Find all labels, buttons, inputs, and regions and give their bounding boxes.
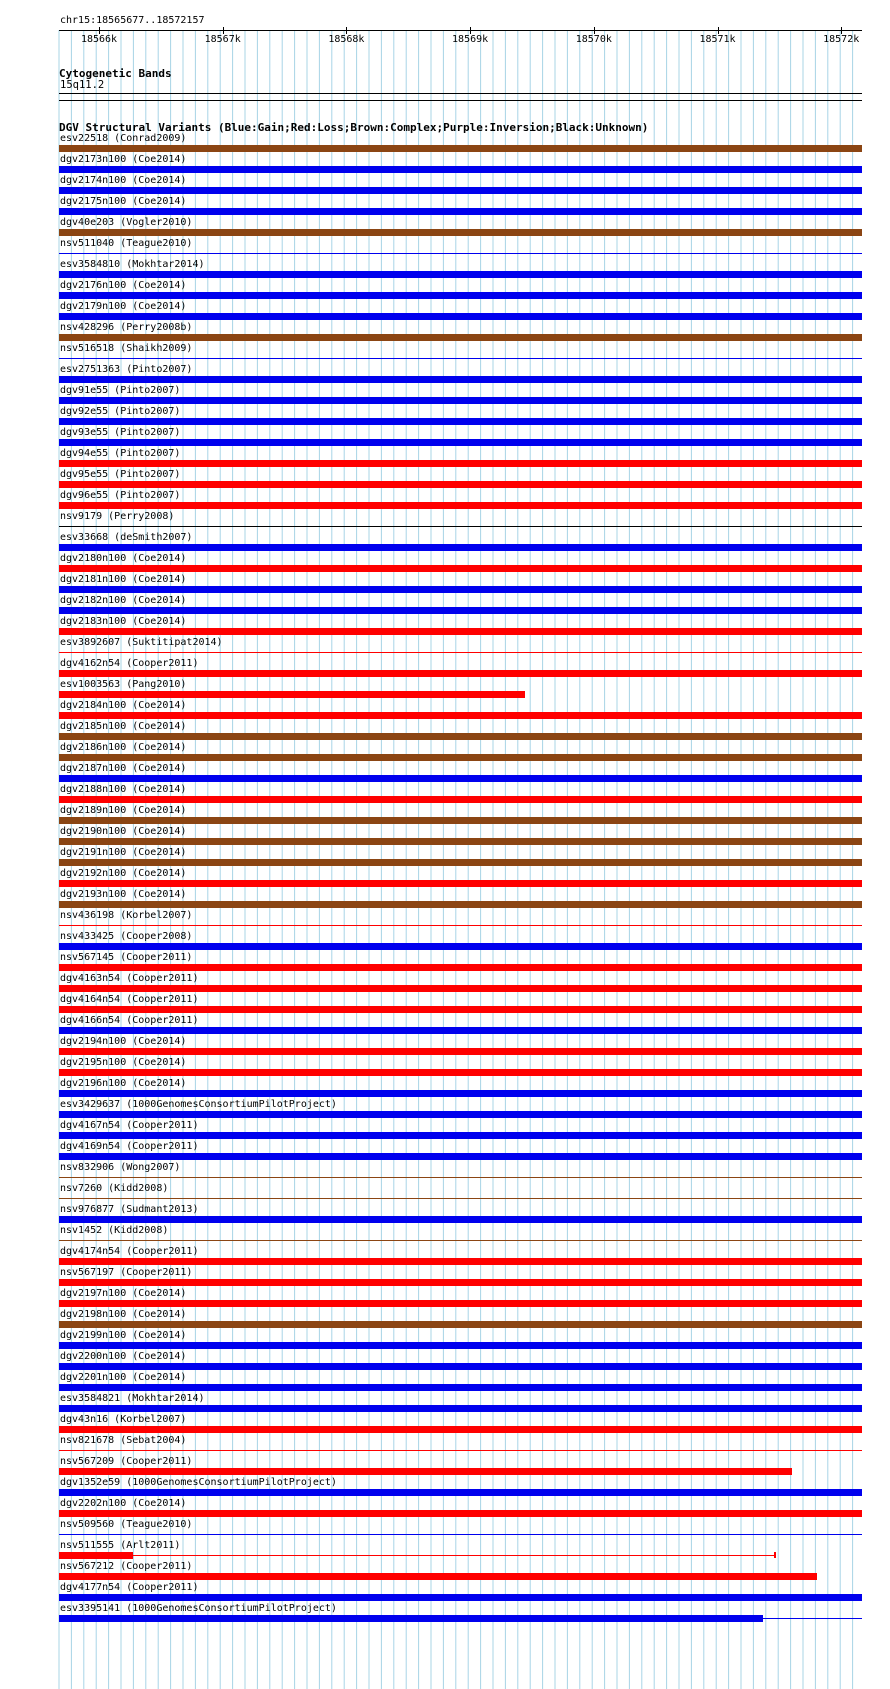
feature-label[interactable]: dgv4174n54 (Cooper2011): [60, 1246, 199, 1257]
feature-bar[interactable]: [59, 1384, 862, 1391]
feature-bar[interactable]: [59, 1489, 862, 1496]
feature-bar[interactable]: [59, 943, 862, 950]
feature-bar[interactable]: [59, 1594, 862, 1601]
feature-bar[interactable]: [59, 1426, 862, 1433]
feature-label[interactable]: dgv2191n100 (Coe2014): [60, 847, 187, 858]
feature-bar[interactable]: [59, 670, 862, 677]
feature-bar[interactable]: [59, 1510, 862, 1517]
feature-line[interactable]: [59, 1450, 862, 1451]
feature-bar[interactable]: [59, 733, 862, 740]
feature-label[interactable]: esv3584821 (Mokhtar2014): [60, 1393, 205, 1404]
feature-bar[interactable]: [59, 859, 862, 866]
feature-label[interactable]: nsv7260 (Kidd2008): [60, 1183, 169, 1194]
feature-bar[interactable]: [59, 1069, 862, 1076]
feature-line[interactable]: [59, 526, 862, 527]
feature-label[interactable]: dgv2173n100 (Coe2014): [60, 154, 187, 165]
feature-label[interactable]: dgv91e55 (Pinto2007): [60, 385, 181, 396]
feature-bar[interactable]: [59, 208, 862, 215]
feature-label[interactable]: nsv567209 (Cooper2011): [60, 1456, 193, 1467]
ruler-tick-label: 18567k: [204, 34, 241, 45]
feature-label[interactable]: dgv92e55 (Pinto2007): [60, 406, 181, 417]
feature-bar[interactable]: [59, 985, 862, 992]
feature-label[interactable]: nsv509560 (Teague2010): [60, 1519, 193, 1530]
feature-bar[interactable]: [59, 565, 862, 572]
feature-bar[interactable]: [59, 1279, 862, 1286]
feature-bar[interactable]: [59, 481, 862, 488]
feature-label[interactable]: esv3395141 (1000GenomesConsortiumPilotProject): [60, 1603, 337, 1614]
feature-line[interactable]: [59, 652, 862, 653]
feature-label[interactable]: nsv436198 (Korbel2007): [60, 910, 193, 921]
feature-bar[interactable]: [59, 796, 862, 803]
feature-label[interactable]: dgv2188n100 (Coe2014): [60, 784, 187, 795]
feature-label[interactable]: dgv2198n100 (Coe2014): [60, 1309, 187, 1320]
feature-label[interactable]: dgv95e55 (Pinto2007): [60, 469, 181, 480]
location-readout: chr15:18565677..18572157: [60, 15, 205, 26]
feature-label[interactable]: dgv4163n54 (Cooper2011): [60, 973, 199, 984]
feature-bar[interactable]: [59, 1300, 862, 1307]
ruler-tick-label: 18568k: [328, 34, 365, 45]
feature-bar[interactable]: [59, 292, 862, 299]
feature-bar[interactable]: [59, 418, 862, 425]
feature-label[interactable]: dgv4164n54 (Cooper2011): [60, 994, 199, 1005]
feature-end-cap: [774, 1552, 776, 1558]
feature-label[interactable]: esv33668 (deSmith2007): [60, 532, 193, 543]
feature-label[interactable]: dgv40e203 (Vogler2010): [60, 217, 193, 228]
feature-label[interactable]: nsv567197 (Cooper2011): [60, 1267, 193, 1278]
feature-connector-line: [763, 1618, 862, 1619]
feature-line[interactable]: [59, 1177, 862, 1178]
feature-label[interactable]: dgv2181n100 (Coe2014): [60, 574, 187, 585]
cytoband-track-title: Cytogenetic Bands: [59, 67, 172, 80]
feature-bar[interactable]: [59, 1027, 862, 1034]
feature-label[interactable]: esv1003563 (Pang2010): [60, 679, 187, 690]
dgv-track-title: DGV Structural Variants (Blue:Gain;Red:Loss;Brown:Complex;Purple:Inversion;Black:Unknown): [59, 121, 649, 134]
feature-bar[interactable]: [59, 1321, 862, 1328]
feature-bar[interactable]: [59, 313, 862, 320]
feature-bar[interactable]: [59, 397, 862, 404]
cytoband-label: 15q11.2: [60, 79, 105, 91]
feature-label[interactable]: nsv567212 (Cooper2011): [60, 1561, 193, 1572]
feature-label[interactable]: dgv2200n100 (Coe2014): [60, 1351, 187, 1362]
feature-label[interactable]: dgv2190n100 (Coe2014): [60, 826, 187, 837]
feature-bar[interactable]: [59, 439, 862, 446]
feature-line[interactable]: [59, 925, 862, 926]
feature-bar[interactable]: [59, 775, 862, 782]
feature-label[interactable]: dgv2199n100 (Coe2014): [60, 1330, 187, 1341]
feature-bar[interactable]: [59, 754, 862, 761]
feature-bar[interactable]: [59, 187, 862, 194]
feature-label[interactable]: esv3584810 (Mokhtar2014): [60, 259, 205, 270]
feature-label[interactable]: dgv2180n100 (Coe2014): [60, 553, 187, 564]
feature-label[interactable]: dgv2174n100 (Coe2014): [60, 175, 187, 186]
feature-label[interactable]: dgv2183n100 (Coe2014): [60, 616, 187, 627]
feature-label[interactable]: dgv2185n100 (Coe2014): [60, 721, 187, 732]
feature-bar[interactable]: [59, 1153, 862, 1160]
ruler-tick-label: 18572k: [823, 34, 860, 45]
feature-label[interactable]: nsv821678 (Sebat2004): [60, 1435, 187, 1446]
feature-label[interactable]: nsv516518 (Shaikh2009): [60, 343, 193, 354]
feature-label[interactable]: dgv4169n54 (Cooper2011): [60, 1141, 199, 1152]
ruler-tick-label: 18571k: [699, 34, 736, 45]
feature-line[interactable]: [59, 358, 862, 359]
feature-bar[interactable]: [59, 229, 862, 236]
feature-bar[interactable]: [59, 145, 862, 152]
feature-label[interactable]: dgv2189n100 (Coe2014): [60, 805, 187, 816]
feature-bar[interactable]: [59, 1615, 763, 1622]
feature-bar[interactable]: [59, 607, 862, 614]
feature-label[interactable]: nsv976877 (Sudmant2013): [60, 1204, 199, 1215]
feature-label[interactable]: dgv4162n54 (Cooper2011): [60, 658, 199, 669]
feature-bar[interactable]: [59, 1006, 862, 1013]
feature-bar[interactable]: [59, 901, 862, 908]
feature-bar[interactable]: [59, 691, 525, 698]
feature-label[interactable]: dgv1352e59 (1000GenomesConsortiumPilotProject): [60, 1477, 337, 1488]
feature-bar[interactable]: [59, 1573, 817, 1580]
feature-bar[interactable]: [59, 460, 862, 467]
feature-label[interactable]: dgv93e55 (Pinto2007): [60, 427, 181, 438]
feature-bar[interactable]: [59, 502, 862, 509]
feature-label[interactable]: nsv567145 (Cooper2011): [60, 952, 193, 963]
feature-bar[interactable]: [59, 880, 862, 887]
feature-line[interactable]: [59, 1198, 862, 1199]
feature-bar[interactable]: [59, 1216, 862, 1223]
feature-label[interactable]: dgv2197n100 (Coe2014): [60, 1288, 187, 1299]
feature-bar[interactable]: [59, 166, 862, 173]
feature-label[interactable]: esv3892607 (Suktitipat2014): [60, 637, 223, 648]
feature-bar[interactable]: [59, 586, 862, 593]
ruler-tick-label: 18566k: [80, 34, 118, 45]
feature-label[interactable]: esv3429637 (1000GenomesConsortiumPilotProject): [60, 1099, 337, 1110]
feature-label[interactable]: nsv1452 (Kidd2008): [60, 1225, 169, 1236]
cytoband-separator-bottom: [59, 100, 862, 101]
feature-line[interactable]: [59, 253, 862, 254]
feature-bar[interactable]: [59, 376, 862, 383]
feature-label[interactable]: dgv2175n100 (Coe2014): [60, 196, 187, 207]
feature-label[interactable]: dgv4177n54 (Cooper2011): [60, 1582, 199, 1593]
feature-bar[interactable]: [59, 1552, 133, 1559]
feature-bar[interactable]: [59, 271, 862, 278]
feature-bar[interactable]: [59, 817, 862, 824]
feature-label[interactable]: dgv2194n100 (Coe2014): [60, 1036, 187, 1047]
feature-label[interactable]: dgv2201n100 (Coe2014): [60, 1372, 187, 1383]
feature-label[interactable]: dgv94e55 (Pinto2007): [60, 448, 181, 459]
feature-label[interactable]: nsv9179 (Perry2008): [60, 511, 175, 522]
feature-bar[interactable]: [59, 1132, 862, 1139]
feature-label[interactable]: dgv43n16 (Korbel2007): [60, 1414, 187, 1425]
feature-label[interactable]: dgv2186n100 (Coe2014): [60, 742, 187, 753]
feature-bar[interactable]: [59, 1090, 862, 1097]
feature-bar[interactable]: [59, 334, 862, 341]
feature-bar[interactable]: [59, 1468, 792, 1475]
feature-line[interactable]: [59, 1534, 862, 1535]
feature-line[interactable]: [59, 1240, 862, 1241]
feature-label[interactable]: dgv2176n100 (Coe2014): [60, 280, 187, 291]
feature-label[interactable]: dgv4166n54 (Cooper2011): [60, 1015, 199, 1026]
feature-bar[interactable]: [59, 628, 862, 635]
feature-bar[interactable]: [59, 1405, 862, 1412]
feature-bar[interactable]: [59, 838, 862, 845]
ruler-tick-label: 18570k: [575, 34, 612, 45]
feature-label[interactable]: dgv2193n100 (Coe2014): [60, 889, 187, 900]
feature-label[interactable]: esv22518 (Conrad2009): [60, 133, 187, 144]
ruler-tick-label: 18569k: [452, 34, 489, 45]
feature-connector-line: [133, 1555, 774, 1556]
feature-bar[interactable]: [59, 1342, 862, 1349]
feature-label[interactable]: dgv2182n100 (Coe2014): [60, 595, 187, 606]
cytoband-separator-top: [59, 93, 862, 94]
feature-label[interactable]: nsv428296 (Perry2008b): [60, 322, 193, 333]
feature-label[interactable]: esv2751363 (Pinto2007): [60, 364, 193, 375]
feature-label[interactable]: nsv511555 (Arlt2011): [60, 1540, 181, 1551]
feature-bar[interactable]: [59, 1258, 862, 1265]
feature-bar[interactable]: [59, 1111, 862, 1118]
feature-label[interactable]: dgv2192n100 (Coe2014): [60, 868, 187, 879]
feature-label[interactable]: dgv2195n100 (Coe2014): [60, 1057, 187, 1068]
feature-label[interactable]: nsv832906 (Wong2007): [60, 1162, 181, 1173]
feature-bar[interactable]: [59, 1048, 862, 1055]
feature-label[interactable]: dgv2202n100 (Coe2014): [60, 1498, 187, 1509]
feature-label[interactable]: dgv2184n100 (Coe2014): [60, 700, 187, 711]
ruler-axis: [59, 30, 862, 31]
feature-bar[interactable]: [59, 1363, 862, 1370]
feature-bar[interactable]: [59, 712, 862, 719]
feature-label[interactable]: dgv2187n100 (Coe2014): [60, 763, 187, 774]
feature-bar[interactable]: [59, 964, 862, 971]
feature-label[interactable]: dgv2179n100 (Coe2014): [60, 301, 187, 312]
feature-label[interactable]: dgv96e55 (Pinto2007): [60, 490, 181, 501]
feature-label[interactable]: dgv2196n100 (Coe2014): [60, 1078, 187, 1089]
feature-label[interactable]: nsv433425 (Cooper2008): [60, 931, 193, 942]
feature-label[interactable]: dgv4167n54 (Cooper2011): [60, 1120, 199, 1131]
feature-label[interactable]: nsv511040 (Teague2010): [60, 238, 193, 249]
feature-bar[interactable]: [59, 544, 862, 551]
